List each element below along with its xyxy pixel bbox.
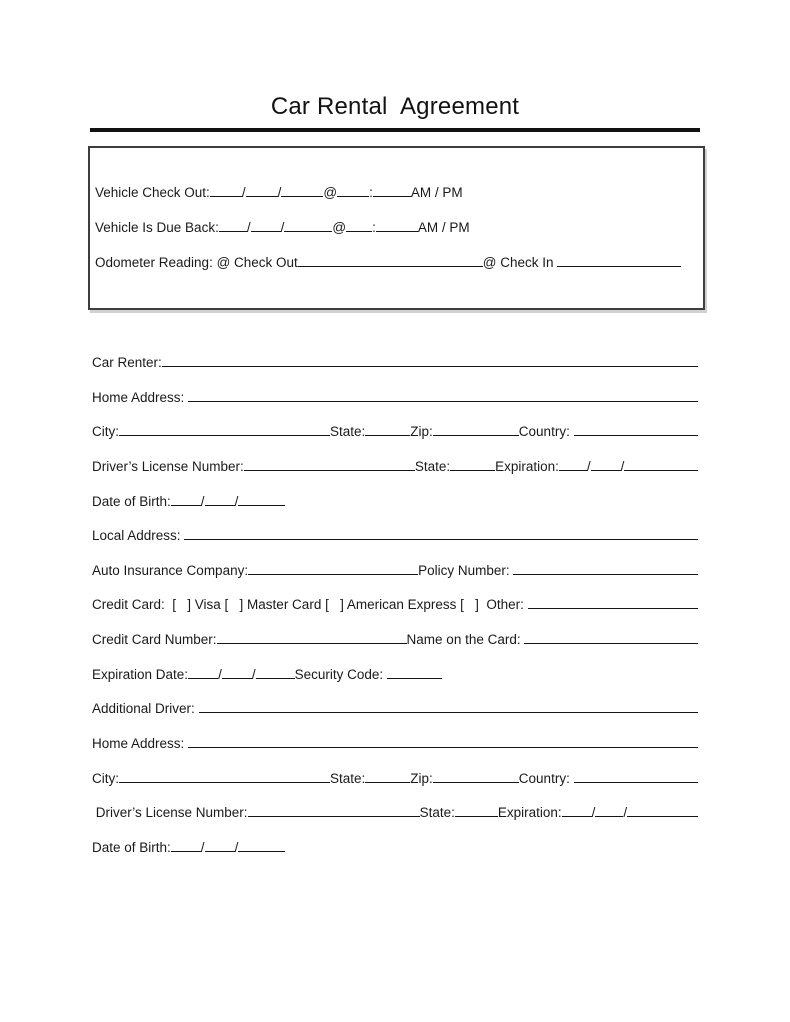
line-vehicle-check-out: [95, 185, 693, 220]
city-state-zip-country-blank: [433, 425, 519, 436]
additional-driver-label: Additional Driver:: [92, 701, 199, 717]
line-home-address: [92, 390, 698, 425]
line-vehicle-due-back: [95, 220, 693, 255]
expiration-security-code-label: Security Code:: [294, 666, 387, 682]
auto-insurance-blank: [513, 564, 698, 575]
line-additional-driver: [92, 701, 698, 736]
line-date-of-birth: [92, 494, 698, 529]
credit-card-number-blank: [217, 633, 407, 644]
vehicle-check-out-blank: [373, 186, 411, 197]
vehicle-due-back-blank: [251, 221, 281, 232]
drivers-license-2-label: /: [591, 805, 596, 821]
city-state-zip-country-2-blank: [574, 772, 698, 783]
vehicle-due-back-blank: [219, 221, 247, 232]
credit-card-number-label: Credit Card Number:: [92, 632, 217, 648]
line-drivers-license: [92, 459, 698, 494]
home-address-2-label: Home Address:: [92, 736, 189, 752]
vehicle-due-back-label: AM / PM: [417, 220, 470, 235]
drivers-license-label: Driver’s License Number:: [92, 458, 244, 474]
line-city-state-zip-country: [92, 424, 698, 459]
expiration-security-code-blank: [188, 668, 218, 679]
line-auto-insurance: [92, 563, 698, 598]
drivers-license-2-blank: [627, 806, 698, 817]
drivers-license-2-blank: [595, 806, 623, 817]
vehicle-check-out-blank: [246, 186, 278, 197]
city-state-zip-country-2-label: City:: [92, 770, 119, 786]
city-state-zip-country-label: Zip:: [410, 424, 433, 440]
car-renter-label: Car Renter:: [92, 355, 162, 370]
car-renter-blank: [162, 356, 698, 367]
drivers-license-blank: [624, 460, 698, 471]
credit-card-type-blank: [528, 598, 698, 609]
odometer-reading-blank: [298, 256, 483, 267]
expiration-security-code-blank: [256, 668, 295, 679]
line-expiration-security-code: [92, 667, 698, 702]
drivers-license-blank: [244, 460, 415, 471]
line-credit-card-number: [92, 632, 698, 667]
date-of-birth-2-blank: [238, 841, 285, 852]
vehicle-check-out-label: AM / PM: [410, 185, 463, 200]
date-of-birth-2-blank: [205, 841, 235, 852]
city-state-zip-country-2-blank: [433, 772, 519, 783]
date-of-birth-label: /: [200, 493, 205, 509]
drivers-license-label: /: [586, 458, 591, 474]
vehicle-check-out-label: /: [277, 185, 282, 200]
vehicle-check-out-label: Vehicle Check Out:: [95, 185, 210, 200]
expiration-security-code-label: /: [218, 666, 222, 682]
date-of-birth-2-label: /: [200, 839, 205, 855]
line-date-of-birth-2: [92, 840, 698, 875]
expiration-security-code-blank: [222, 668, 252, 679]
vehicle-due-back-label: Vehicle Is Due Back:: [95, 220, 219, 235]
date-of-birth-label: Date of Birth:: [92, 493, 171, 509]
vehicle-due-back-label: /: [280, 220, 285, 235]
vehicle-check-out-blank: [210, 186, 242, 197]
rental-form-fields: [92, 355, 698, 875]
date-of-birth-2-blank: [171, 841, 201, 852]
local-address-blank: [184, 529, 698, 540]
auto-insurance-blank: [248, 564, 418, 575]
drivers-license-blank: [450, 460, 495, 471]
city-state-zip-country-blank: [574, 425, 698, 436]
vehicle-due-back-blank: [376, 221, 418, 232]
expiration-security-code-label: Expiration Date:: [92, 666, 189, 682]
date-of-birth-blank: [205, 495, 235, 506]
drivers-license-blank: [559, 460, 587, 471]
city-state-zip-country-2-label: Zip:: [410, 770, 433, 786]
vehicle-check-out-label: /: [241, 185, 246, 200]
city-state-zip-country-label: State:: [330, 424, 366, 440]
drivers-license-label: State:: [414, 458, 451, 474]
credit-card-type-label: Credit Card: [ ] Visa [ ] Master Card [ ] American Express [ ] Other:: [92, 597, 528, 613]
home-address-blank: [188, 391, 698, 402]
vehicle-due-back-label: @: [332, 220, 347, 235]
drivers-license-label: Expiration:: [495, 458, 559, 474]
vehicle-check-out-blank: [337, 186, 369, 197]
drivers-license-2-blank: [248, 806, 420, 817]
line-drivers-license-2: [92, 805, 698, 840]
title-rule: [90, 128, 700, 132]
expiration-security-code-blank: [387, 668, 442, 679]
date-of-birth-label: /: [234, 493, 239, 509]
city-state-zip-country-blank: [365, 425, 410, 436]
city-state-zip-country-2-blank: [119, 772, 330, 783]
drivers-license-2-label: State:: [419, 805, 455, 821]
city-state-zip-country-2-label: State:: [330, 770, 366, 786]
expiration-security-code-label: /: [251, 666, 256, 682]
vehicle-checkout-box: [88, 146, 705, 310]
vehicle-due-back-label: :: [372, 220, 376, 235]
city-state-zip-country-label: Country:: [518, 424, 574, 440]
vehicle-check-out-blank: [281, 186, 323, 197]
odometer-reading-blank: [557, 256, 681, 267]
vehicle-due-back-blank: [284, 221, 332, 232]
city-state-zip-country-2-label: Country:: [518, 770, 574, 786]
date-of-birth-2-label: /: [234, 839, 239, 855]
drivers-license-2-blank: [562, 806, 592, 817]
drivers-license-blank: [591, 460, 621, 471]
drivers-license-label: /: [620, 458, 625, 474]
vehicle-check-out-label: @: [323, 185, 338, 200]
vehicle-check-out-label: :: [369, 185, 373, 200]
additional-driver-blank: [199, 702, 698, 713]
odometer-reading-label: @ Check In: [482, 255, 558, 270]
auto-insurance-label: Auto Insurance Company:: [92, 562, 249, 578]
city-state-zip-country-label: City:: [92, 424, 119, 440]
local-address-label: Local Address:: [92, 528, 185, 544]
line-local-address: [92, 528, 698, 563]
drivers-license-2-blank: [455, 806, 498, 817]
line-credit-card-type: [92, 597, 698, 632]
home-address-2-blank: [188, 737, 698, 748]
credit-card-number-label: Name on the Card:: [406, 632, 525, 648]
drivers-license-2-label: Expiration:: [497, 805, 562, 821]
line-city-state-zip-country-2: [92, 771, 698, 806]
city-state-zip-country-blank: [119, 425, 330, 436]
document-title: Car Rental Agreement: [270, 93, 520, 120]
date-of-birth-2-label: Date of Birth:: [92, 839, 171, 855]
home-address-label: Home Address:: [92, 389, 189, 405]
drivers-license-2-label: /: [623, 805, 628, 821]
date-of-birth-blank: [238, 495, 285, 506]
vehicle-due-back-blank: [346, 221, 372, 232]
credit-card-number-blank: [524, 633, 698, 644]
line-odometer-reading: [95, 255, 693, 290]
date-of-birth-blank: [171, 495, 201, 506]
odometer-reading-label: Odometer Reading: @ Check Out: [95, 255, 298, 270]
city-state-zip-country-2-blank: [365, 772, 410, 783]
line-home-address-2: [92, 736, 698, 771]
drivers-license-2-label: Driver’s License Number:: [92, 805, 248, 821]
vehicle-due-back-label: /: [246, 220, 251, 235]
auto-insurance-label: Policy Number:: [418, 562, 514, 578]
line-car-renter: [92, 355, 698, 390]
